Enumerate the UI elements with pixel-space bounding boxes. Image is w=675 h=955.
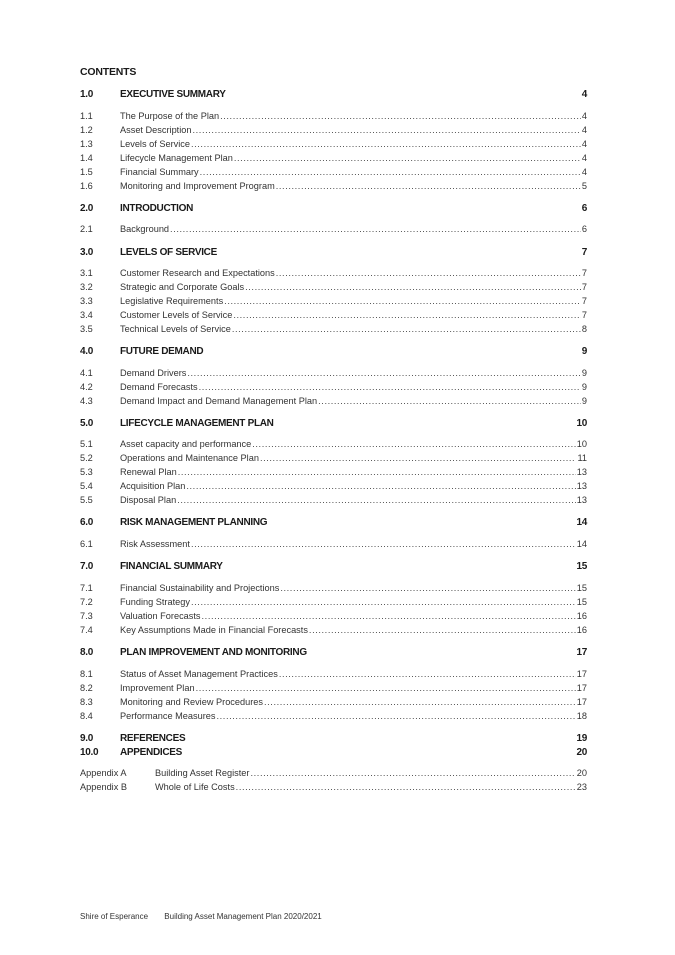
entry-page-number: 8 [581, 324, 587, 334]
dot-leader [196, 683, 576, 693]
toc-entry[interactable] [80, 139, 587, 151]
footer-document-title: Building Asset Management Plan 2020/2021 [164, 912, 322, 921]
entry-title: Customer Levels of Service [120, 310, 233, 320]
toc-section-heading[interactable] [80, 747, 587, 761]
entry-line [120, 268, 587, 278]
entry-number: 1.2 [80, 125, 93, 135]
toc-entry[interactable] [80, 396, 587, 408]
entry-title: Building Asset Register [155, 768, 250, 778]
section-title: FINANCIAL SUMMARY [120, 561, 223, 572]
entry-line [155, 782, 587, 792]
section-page-number: 14 [576, 517, 587, 528]
entry-page-number: 4 [581, 167, 587, 177]
entry-line [120, 181, 587, 191]
entry-number: Appendix A [80, 768, 127, 778]
entry-line [120, 495, 587, 505]
dot-leader [279, 669, 576, 679]
entry-line [120, 282, 587, 292]
entry-title: Whole of Life Costs [155, 782, 235, 792]
toc-section-heading[interactable] [80, 733, 587, 747]
dot-leader [193, 125, 581, 135]
entry-line [120, 697, 587, 707]
entry-page-number: 15 [576, 597, 587, 607]
entry-page-number: 20 [576, 768, 587, 778]
dot-leader [187, 368, 581, 378]
entry-line [120, 139, 587, 149]
entry-title: Key Assumptions Made in Financial Forecasts [120, 625, 308, 635]
toc-entry[interactable] [80, 368, 587, 380]
dot-leader [200, 167, 581, 177]
entry-title: Demand Drivers [120, 368, 187, 378]
toc-entry[interactable] [80, 296, 587, 308]
entry-number: 3.3 [80, 296, 93, 306]
entry-number: 1.6 [80, 181, 93, 191]
toc-entry[interactable] [80, 111, 587, 123]
entry-number: 1.4 [80, 153, 93, 163]
entry-line [120, 153, 587, 163]
entry-line [120, 368, 587, 378]
entry-page-number: 17 [576, 683, 587, 693]
toc-entry[interactable] [80, 167, 587, 179]
entry-page-number: 4 [581, 111, 587, 121]
section-number: 10.0 [80, 747, 99, 758]
toc-section-heading[interactable] [80, 203, 587, 217]
entry-line [120, 125, 587, 135]
entry-number: 6.1 [80, 539, 93, 549]
entry-title: Renewal Plan [120, 467, 177, 477]
entry-title: Risk Assessment [120, 539, 190, 549]
section-number: 7.0 [80, 561, 94, 572]
entry-number: 5.4 [80, 481, 93, 491]
entry-line [120, 683, 587, 693]
entry-line [120, 111, 587, 121]
section-title: INTRODUCTION [120, 203, 194, 214]
toc-appendix-entry[interactable] [80, 782, 587, 794]
entry-page-number: 13 [576, 481, 587, 491]
entry-line [120, 296, 587, 306]
entry-title: Acquisition Plan [120, 481, 186, 491]
dot-leader [236, 782, 576, 792]
entry-number: 7.2 [80, 597, 93, 607]
entry-title: Status of Asset Management Practices [120, 669, 278, 679]
section-number: 8.0 [80, 647, 94, 658]
entry-line [120, 625, 587, 635]
dot-leader [250, 768, 575, 778]
entry-line [120, 324, 587, 334]
toc-section-heading[interactable] [80, 561, 587, 575]
entry-number: 4.1 [80, 368, 93, 378]
toc-appendix-entry[interactable] [80, 768, 587, 780]
entry-line [120, 611, 587, 621]
toc-entry[interactable] [80, 153, 587, 165]
entry-title: Legislative Requirements [120, 296, 224, 306]
section-title: APPENDICES [120, 747, 183, 758]
entry-number: 8.2 [80, 683, 93, 693]
entry-number: 4.3 [80, 396, 93, 406]
entry-page-number: 17 [576, 669, 587, 679]
entry-number: 3.4 [80, 310, 93, 320]
dot-leader [276, 268, 581, 278]
entry-page-number: 7 [581, 296, 587, 306]
entry-page-number: 7 [581, 310, 587, 320]
entry-title: Demand Forecasts [120, 382, 198, 392]
footer-organisation: Shire of Esperance [80, 912, 149, 921]
entry-number: 3.2 [80, 282, 93, 292]
dot-leader [199, 382, 581, 392]
entry-title: Financial Sustainability and Projections [120, 583, 280, 593]
toc-section-heading[interactable] [80, 346, 587, 360]
entry-number: 4.2 [80, 382, 93, 392]
toc-entry[interactable] [80, 125, 587, 137]
section-page-number: 7 [581, 247, 587, 258]
entry-number: Appendix B [80, 782, 127, 792]
section-title: EXECUTIVE SUMMARY [120, 89, 226, 100]
entry-line [120, 396, 587, 406]
section-page-number: 4 [581, 89, 587, 100]
section-number: 9.0 [80, 733, 94, 744]
entry-page-number: 16 [576, 611, 587, 621]
entry-page-number: 11 [577, 453, 587, 463]
toc-entry[interactable] [80, 467, 587, 479]
dot-leader [276, 181, 581, 191]
entry-page-number: 14 [576, 539, 587, 549]
entry-number: 7.1 [80, 583, 93, 593]
toc-section-heading[interactable] [80, 418, 587, 432]
toc-entry[interactable] [80, 382, 587, 394]
dot-leader [170, 224, 581, 234]
entry-page-number: 13 [576, 495, 587, 505]
entry-number: 2.1 [80, 224, 93, 234]
toc-entry[interactable] [80, 597, 587, 609]
section-number: 4.0 [80, 346, 94, 357]
entry-page-number: 18 [576, 711, 587, 721]
entry-title: Technical Levels of Service [120, 324, 231, 334]
toc-entry[interactable] [80, 439, 587, 451]
toc-entry[interactable] [80, 181, 587, 193]
dot-leader [264, 697, 576, 707]
toc-section-heading[interactable] [80, 647, 587, 661]
entry-line [120, 453, 587, 463]
entry-number: 7.3 [80, 611, 93, 621]
entry-number: 8.1 [80, 669, 93, 679]
entry-line [155, 768, 587, 778]
section-number: 6.0 [80, 517, 94, 528]
dot-leader [202, 611, 576, 621]
entry-number: 1.5 [80, 167, 93, 177]
dot-leader [232, 324, 581, 334]
entry-line [120, 310, 587, 320]
entry-title: Lifecycle Management Plan [120, 153, 233, 163]
entry-title: Performance Measures [120, 711, 216, 721]
entry-page-number: 9 [581, 368, 587, 378]
entry-page-number: 4 [581, 139, 587, 149]
section-page-number: 17 [576, 647, 587, 658]
dot-leader [252, 439, 576, 449]
dot-leader [224, 296, 581, 306]
section-title: RISK MANAGEMENT PLANNING [120, 517, 268, 528]
entry-page-number: 13 [576, 467, 587, 477]
entry-number: 5.2 [80, 453, 93, 463]
section-title: LEVELS OF SERVICE [120, 247, 217, 258]
entry-number: 5.5 [80, 495, 93, 505]
entry-line [120, 224, 587, 234]
entry-line [120, 467, 587, 477]
dot-leader [260, 453, 577, 463]
toc-section-heading[interactable] [80, 517, 587, 531]
entry-title: Demand Impact and Demand Management Plan [120, 396, 318, 406]
toc-entry[interactable] [80, 481, 587, 493]
entry-page-number: 7 [581, 282, 587, 292]
entry-title: Improvement Plan [120, 683, 195, 693]
entry-title: Financial Summary [120, 167, 199, 177]
toc-entry[interactable] [80, 669, 587, 681]
toc-entry[interactable] [80, 310, 587, 322]
section-number: 2.0 [80, 203, 94, 214]
toc-entry[interactable] [80, 611, 587, 623]
dot-leader [234, 153, 581, 163]
entry-line [120, 711, 587, 721]
entry-page-number: 4 [581, 125, 587, 135]
toc-entry[interactable] [80, 324, 587, 336]
toc-entry[interactable] [80, 224, 587, 236]
toc-entry[interactable] [80, 711, 587, 723]
entry-line [120, 597, 587, 607]
entry-title: Strategic and Corporate Goals [120, 282, 245, 292]
dot-leader [245, 282, 581, 292]
entry-page-number: 10 [576, 439, 587, 449]
entry-number: 5.1 [80, 439, 93, 449]
entry-page-number: 5 [581, 181, 587, 191]
dot-leader [318, 396, 581, 406]
section-page-number: 6 [581, 203, 587, 214]
entry-title: Asset Description [120, 125, 192, 135]
section-number: 5.0 [80, 418, 94, 429]
dot-leader [217, 711, 576, 721]
entry-title: Background [120, 224, 170, 234]
section-title: PLAN IMPROVEMENT AND MONITORING [120, 647, 307, 658]
entry-page-number: 15 [576, 583, 587, 593]
entry-line [120, 167, 587, 177]
toc-entry[interactable] [80, 583, 587, 595]
entry-number: 1.3 [80, 139, 93, 149]
toc-entry[interactable] [80, 453, 587, 465]
toc-entry[interactable] [80, 282, 587, 294]
entry-page-number: 9 [581, 382, 587, 392]
dot-leader [309, 625, 576, 635]
entry-title: Monitoring and Review Procedures [120, 697, 263, 707]
dot-leader [191, 597, 576, 607]
dot-leader [186, 481, 575, 491]
section-page-number: 9 [581, 346, 587, 357]
entry-title: The Purpose of the Plan [120, 111, 220, 121]
contents-title: CONTENTS [80, 66, 137, 78]
entry-page-number: 23 [576, 782, 587, 792]
dot-leader [177, 495, 576, 505]
entry-title: Asset capacity and performance [120, 439, 252, 449]
entry-number: 7.4 [80, 625, 93, 635]
entry-title: Levels of Service [120, 139, 190, 149]
entry-number: 3.5 [80, 324, 93, 334]
section-page-number: 10 [576, 418, 587, 429]
section-number: 3.0 [80, 247, 94, 258]
dot-leader [191, 539, 576, 549]
entry-line [120, 439, 587, 449]
entry-title: Operations and Maintenance Plan [120, 453, 259, 463]
toc-section-heading[interactable] [80, 89, 587, 103]
section-title: REFERENCES [120, 733, 186, 744]
section-page-number: 20 [576, 747, 587, 758]
entry-line [120, 539, 587, 549]
entry-title: Funding Strategy [120, 597, 190, 607]
entry-page-number: 7 [581, 268, 587, 278]
section-number: 1.0 [80, 89, 94, 100]
dot-leader [178, 467, 576, 477]
entry-line [120, 583, 587, 593]
entry-title: Monitoring and Improvement Program [120, 181, 275, 191]
entry-number: 1.1 [80, 111, 93, 121]
toc-entry[interactable] [80, 268, 587, 280]
toc-entry[interactable] [80, 539, 587, 551]
entry-number: 3.1 [80, 268, 93, 278]
page-footer [80, 912, 336, 921]
toc-section-heading[interactable] [80, 247, 587, 261]
entry-line [120, 481, 587, 491]
entry-title: Disposal Plan [120, 495, 177, 505]
entry-number: 8.3 [80, 697, 93, 707]
entry-page-number: 17 [576, 697, 587, 707]
section-title: LIFECYCLE MANAGEMENT PLAN [120, 418, 274, 429]
entry-page-number: 6 [581, 224, 587, 234]
toc-entry[interactable] [80, 495, 587, 507]
dot-leader [191, 139, 581, 149]
entry-title: Customer Research and Expectations [120, 268, 275, 278]
entry-page-number: 9 [581, 396, 587, 406]
entry-page-number: 4 [581, 153, 587, 163]
section-title: FUTURE DEMAND [120, 346, 204, 357]
entry-number: 8.4 [80, 711, 93, 721]
dot-leader [220, 111, 581, 121]
entry-line [120, 382, 587, 392]
toc-entry[interactable] [80, 697, 587, 709]
toc-entry[interactable] [80, 683, 587, 695]
entry-page-number: 16 [576, 625, 587, 635]
dot-leader [280, 583, 575, 593]
section-page-number: 19 [576, 733, 587, 744]
entry-title: Valuation Forecasts [120, 611, 201, 621]
entry-line [120, 669, 587, 679]
dot-leader [233, 310, 581, 320]
section-page-number: 15 [576, 561, 587, 572]
entry-number: 5.3 [80, 467, 93, 477]
toc-entry[interactable] [80, 625, 587, 637]
